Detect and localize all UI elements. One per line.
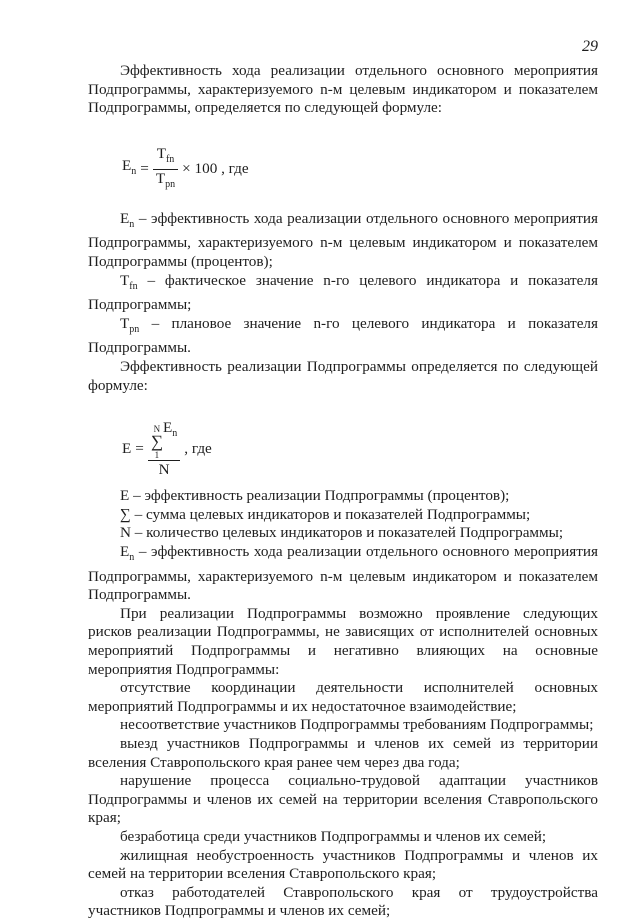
formula-2-lhs: E xyxy=(122,439,132,457)
risk-item: несоответствие участников Подпрограммы требованиям Подпрограммы; xyxy=(120,716,594,734)
sum-operator: N ∑ 1 xyxy=(150,424,163,461)
formula-2-numerator: N ∑ 1 $E_n$ xyxy=(150,419,178,461)
definition-tfn: $T_{fn}$ – фактическое значение n-го целевого индикатора и показателя Подпрограммы; xyxy=(88,271,598,314)
formula-1-denominator: $T_{pn}$ xyxy=(155,170,176,191)
definition-e: E – эффективность реализации Подпрограммы (процентов); xyxy=(120,487,510,505)
formula-program-efficiency xyxy=(122,411,598,487)
risk-item: отказ работодателей Ставропольского края от трудоустройства участников Подпрограммы и членов их семей; xyxy=(88,883,598,920)
formula-2-denominator: N xyxy=(158,461,170,479)
page-number: 29 xyxy=(582,38,598,55)
formula-1-lhs: $E_n$ xyxy=(122,157,137,178)
definition-en-repeat: $E_n$ – эффективность хода реализации отдельного основного мероприятия Подпрограммы, характеризуемого n-м целевым индикатором и показателем Подпрограммы. xyxy=(88,543,598,604)
definition-n: N – количество целевых индикаторов и показателей Подпрограммы; xyxy=(120,524,564,542)
definition-sum: ∑ – сумма целевых индикаторов и показателей Подпрограммы; xyxy=(120,505,531,523)
risk-item: выезд участников Подпрограммы и членов их семей из территории вселения Ставропольского края ранее чем через два года; xyxy=(88,734,598,771)
paragraph-intro-formula-2: Эффективность реализации Подпрограммы определяется по следующей формуле: xyxy=(88,358,598,394)
definition-en: $E_n$ – эффективность хода реализации отдельного основного мероприятия Подпрограммы, характеризуемого n-м целевым индикатором и показателем Подпрограммы (процентов); xyxy=(88,209,598,270)
formula-2-equals: = xyxy=(135,439,144,457)
formula-2-fraction xyxy=(148,419,180,479)
risk-item: жилищная необустроенность участников Подпрограммы и членов их семей на территории вселения Ставропольского края; xyxy=(88,846,598,883)
formula-1-fraction xyxy=(153,145,178,194)
formula-efficiency-measure xyxy=(122,130,598,210)
risk-item: нарушение процесса социально-трудовой адаптации участников Подпрограммы и членов их семей на территории вселения Ставропольского края; xyxy=(88,772,598,827)
formula-1-equals: = xyxy=(140,160,149,178)
risk-item: безработица среди участников Подпрограммы и членов их семей; xyxy=(120,827,547,845)
paragraph-risks-intro: При реализации Подпрограммы возможно проявление следующих рисков реализации Подпрограммы, не зависящих от исполнителей основных мероприятий Подпрограммы и негативно влияющих на основные мероприятия Подпрограммы: xyxy=(88,604,598,678)
formula-1-tail: × 100 , где xyxy=(182,160,249,178)
definition-tpn: $T_{pn}$ – плановое значение n-го целевого индикатора и показателя Подпрограммы. xyxy=(88,314,598,357)
formula-2-tail: , где xyxy=(184,439,212,457)
risk-item: отсутствие координации деятельности исполнителей основных мероприятий Подпрограммы и их недостаточное взаимодействие; xyxy=(88,679,598,715)
paragraph-intro-formula-1: Эффективность хода реализации отдельного основного мероприятия Подпрограммы, характеризуемого n-м целевым индикатором и показателем Подпрограммы, определяется по следующей формуле: xyxy=(88,62,598,117)
document-body xyxy=(88,62,598,921)
formula-1-numerator: $T_{fn}$ xyxy=(156,145,175,166)
